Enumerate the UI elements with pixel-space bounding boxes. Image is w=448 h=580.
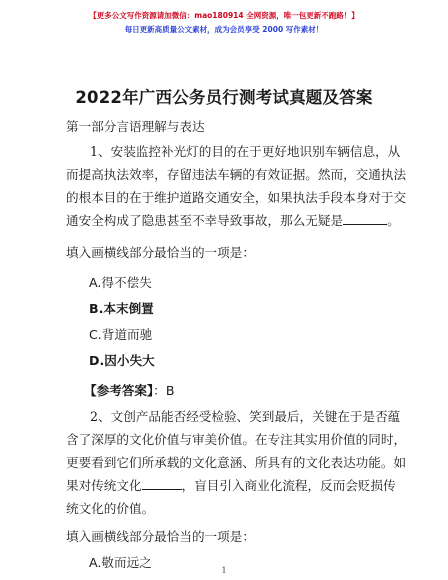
document-title: 2022年广西公务员行测考试真题及答案	[75, 88, 373, 107]
q1-line4	[66, 210, 400, 229]
q1-answer-blank	[343, 213, 387, 225]
q1-option-d	[89, 350, 155, 369]
q1-line4-text: 通安全构成了隐患甚至不幸导致事故，那么无疑是	[66, 213, 344, 228]
promo-banner-line2: 每日更新高质量公文素材，成为会员享受 2000 写作素材！	[124, 25, 324, 34]
q2-line3: 更要看到它们所承载的文化意涵、所具有的文化表达功能。如	[66, 455, 407, 470]
answer-label: 【参考答案】	[84, 383, 154, 398]
q1-option-b	[89, 298, 154, 317]
q2-line1: 2、文创产品能否经受检验、笑到最后，关键在于是否蕴	[90, 409, 401, 424]
page-number: 1	[221, 566, 227, 575]
option-letter: D.	[89, 353, 105, 368]
option-text: 因小失大	[104, 353, 155, 368]
q1-prompt: 填入画横线部分最恰当的一项是：	[66, 245, 255, 260]
q2-line4	[66, 475, 396, 494]
promo-banner-line1: 【更多公文写作资源请加微信：mao180914 全网资源，唯一包更新不跑路！】	[89, 11, 359, 20]
option-text: 本末倒置	[103, 301, 154, 316]
q2-prompt: 填入画横线部分最恰当的一项是：	[66, 529, 255, 544]
q2-answer-blank	[142, 478, 182, 490]
q1-line3: 的根本目的在于维护道路交通安全，如果执法手段本身对于交	[66, 190, 407, 205]
q1-option-a	[89, 272, 152, 291]
q2-line5: 统文化的价值。	[66, 501, 155, 516]
q2-line4-text: 果对传统文化	[66, 478, 142, 493]
q1-option-c	[89, 324, 152, 343]
option-letter: C.	[89, 327, 102, 342]
answer-value: ：B	[153, 383, 175, 398]
option-letter: A.	[89, 555, 102, 570]
option-letter: A.	[89, 275, 102, 290]
q2-line4-end: ，盲目引入商业化流程，反而会贬损传	[181, 478, 396, 493]
q1-reference-answer	[84, 380, 175, 399]
option-text: 敬而远之	[101, 555, 152, 570]
q1-line2: 而提高执法效率，存留违法车辆的有效证据。然而，交通执法	[66, 167, 407, 182]
option-letter: B.	[89, 301, 104, 316]
q2-line2: 含了深厚的文化价值与审美价值。在专注其实用价值的同时，	[66, 432, 407, 447]
option-text: 得不偿失	[101, 275, 152, 290]
section-heading: 第一部分言语理解与表达	[66, 119, 205, 134]
q1-line4-end: 。	[387, 213, 400, 228]
option-text: 背道而驰	[101, 327, 153, 342]
q1-line1: 1、安装监控补光灯的目的在于更好地识别车辆信息，从	[90, 144, 401, 159]
